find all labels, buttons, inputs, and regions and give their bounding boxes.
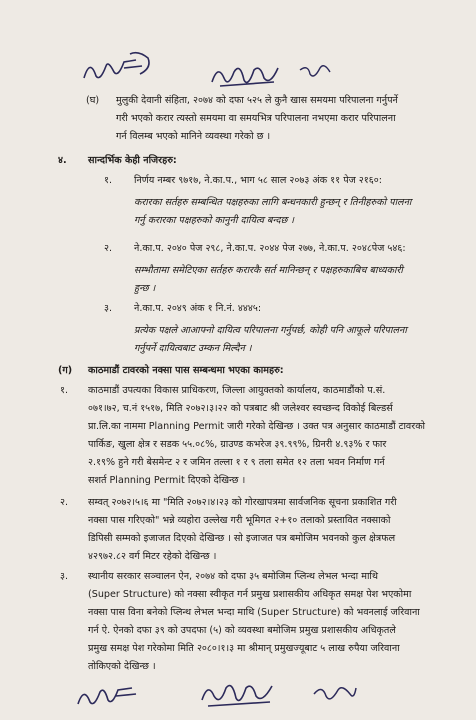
precedent-quote-line: गर्नुपर्ने दायित्वबाट उम्कन मिल्दैन । (134, 343, 252, 354)
bottom-signature-right (310, 680, 360, 710)
text-line: सशर्त Planning Permit दिएको देखिन्छ । (88, 475, 246, 486)
precedent-quote-line: करारका सर्तहरु सम्बन्धित पक्षहरुका लागि बन्धनकारी हुन्छन् र तिनीहरुको पालना (134, 197, 412, 208)
section-ga-heading: काठमाडौं टावरको नक्सा पास सम्बन्धमा भएका कामहरु: (88, 365, 284, 376)
section-4-marker: ४. (58, 155, 67, 166)
item-number: २. (60, 497, 69, 508)
text-line: स्थानीय सरकार सञ्चालन ऐन, २०७४ को दफा ३५ बमोजिम प्लिन्थ लेभल भन्दा माथि (88, 571, 379, 582)
text-line: ४२९७२.८२ वर्ग मिटर रहेको देखिन्छ । (88, 551, 217, 562)
bottom-signature-center (198, 676, 284, 712)
text-line: तोकिएको देखिन्छ । (88, 661, 156, 672)
item-number: १. (60, 385, 69, 396)
text-line: पार्किङ, खुला क्षेत्र र सडक ५५.०८%, ग्राउण्ड कभरेज ३९.९९%, ग्रिनरी ४.९३% र फार (88, 439, 387, 450)
section-ga-marker: (ग) (58, 365, 73, 376)
ga-item (88, 568, 464, 676)
precedent-quote-line: गर्नु करारका पक्षहरुको कानुनी दायित्व बन्दछ । (134, 215, 294, 226)
precedent-quote-line: हुन्छ । (134, 283, 156, 294)
section-gha-text (116, 92, 460, 146)
precedent-item (134, 172, 464, 230)
top-signature-right (296, 60, 336, 86)
text-line: काठमाडौं उपत्यका विकास प्राधिकरण, जिल्ला आयुक्तको कार्यालय, काठमाडौंको प.सं. (88, 385, 386, 396)
bottom-signature-left (74, 678, 144, 714)
text-line: गर्न ऐ. ऐनको दफा ३९ को उपदफा (५) को व्यवस्था बमोजिम प्रमुख प्रशासकीय अधिकृतले (88, 625, 396, 636)
ga-item (88, 382, 464, 490)
text-line: ०७१।७२, च.नं १५१७, मिति २०७२।३।२२ को पत्रबाट श्री जलेश्वर स्वच्छन्द विकोई बिल्डर्स (88, 403, 393, 414)
text-line: नक्सा पास विना बनेको प्लिन्थ लेभल भन्दा माथि (Super Structure) को भवनलाई जरिवाना (88, 607, 420, 618)
section-gha-marker: (घ) (86, 95, 100, 106)
text-line: (Super Structure) को नक्सा स्वीकृत गर्न प्रमुख प्रशासकीय अधिकृत समक्ष पेश भएकोमा (88, 589, 412, 600)
item-number: १. (104, 175, 113, 186)
text-line: प्रा.लि.का नाममा Planning Permit जारी गरेको देखिन्छ । उक्त पत्र अनुसार काठमाडौं टावरको (88, 421, 426, 432)
precedent-item (134, 300, 464, 358)
item-number: ३. (60, 571, 69, 582)
precedent-quote-line: प्रत्येक पक्षले आआफ्नो दायित्व परिपालना गर्नुपर्छ, कोही पनि आफूले परिपालना (134, 325, 407, 336)
item-number: २. (104, 243, 113, 254)
top-signature-center (208, 58, 288, 94)
text-line: गर्न विलम्ब भएको मानिने व्यवस्था गरेको छ । (116, 131, 271, 142)
text-line: प्रमुख समक्ष पेश गरेकोमा मिति २०८०।१।३ मा श्रीमान् प्रमुखज्यूबाट ५ लाख रुपैया जरिवाना (88, 643, 400, 654)
precedent-item (134, 240, 464, 298)
text-line: सम्वत् २०७२।५।६ मा "मिति २०७२।४।२३ को गोरखापत्रमा सार्वजनिक सूचना प्रकाशित गरी (88, 497, 397, 508)
section-4-heading: सान्दर्भिक केही नजिरहरु: (88, 155, 177, 166)
text-line: नक्सा पास गरिएको" भन्ने व्यहोरा उल्लेख गरी भूमिगत २+१० तलाको प्रस्तावित नक्साको (88, 515, 391, 526)
ga-item (88, 494, 464, 566)
precedent-citation: ने.का.प. २०४० पेज २९८, ने.का.प. २०४४ पेज २७७, ने.का.प. २०४८पेज ५४६: (134, 243, 406, 254)
top-signature-left (78, 48, 158, 88)
precedent-quote-line: सम्भौतामा समेटिएका सर्तहरु करारकै सर्त मानिन्छन् र पक्षहरुकाबिच बाध्यकारी (134, 265, 403, 276)
precedent-citation: निर्णय नम्बर ९७१७, ने.का.प., भाग ५८ साल २०७३ अंक ११ पेज २१६०: (134, 175, 382, 186)
text-line: मुलुकी देवानी संहिता, २०७४ को दफा ५२५ ले कुनै खास समयमा परिपालना गर्नुपर्ने (116, 95, 398, 106)
precedent-citation: ने.का.प. २०४९ अंक १ नि.नं. ४४४५: (134, 303, 262, 314)
text-line: २.१९% हुने गरी बेसमेन्ट २ र जमिन तल्ला १ र ९ तला समेत १२ तला भवन निर्माण गर्न (88, 457, 385, 468)
text-line: गरी भएको करार त्यस्तो समयमा वा समयभित्र परिपालना नभएमा करार परिपालना (116, 113, 396, 124)
item-number: ३. (104, 303, 113, 314)
text-line: डिपिसी सम्मको इजाजत दिएको देखिन्छ । सो इजाजत पत्र बमोजिम भवनको कुल क्षेत्रफल (88, 533, 396, 544)
